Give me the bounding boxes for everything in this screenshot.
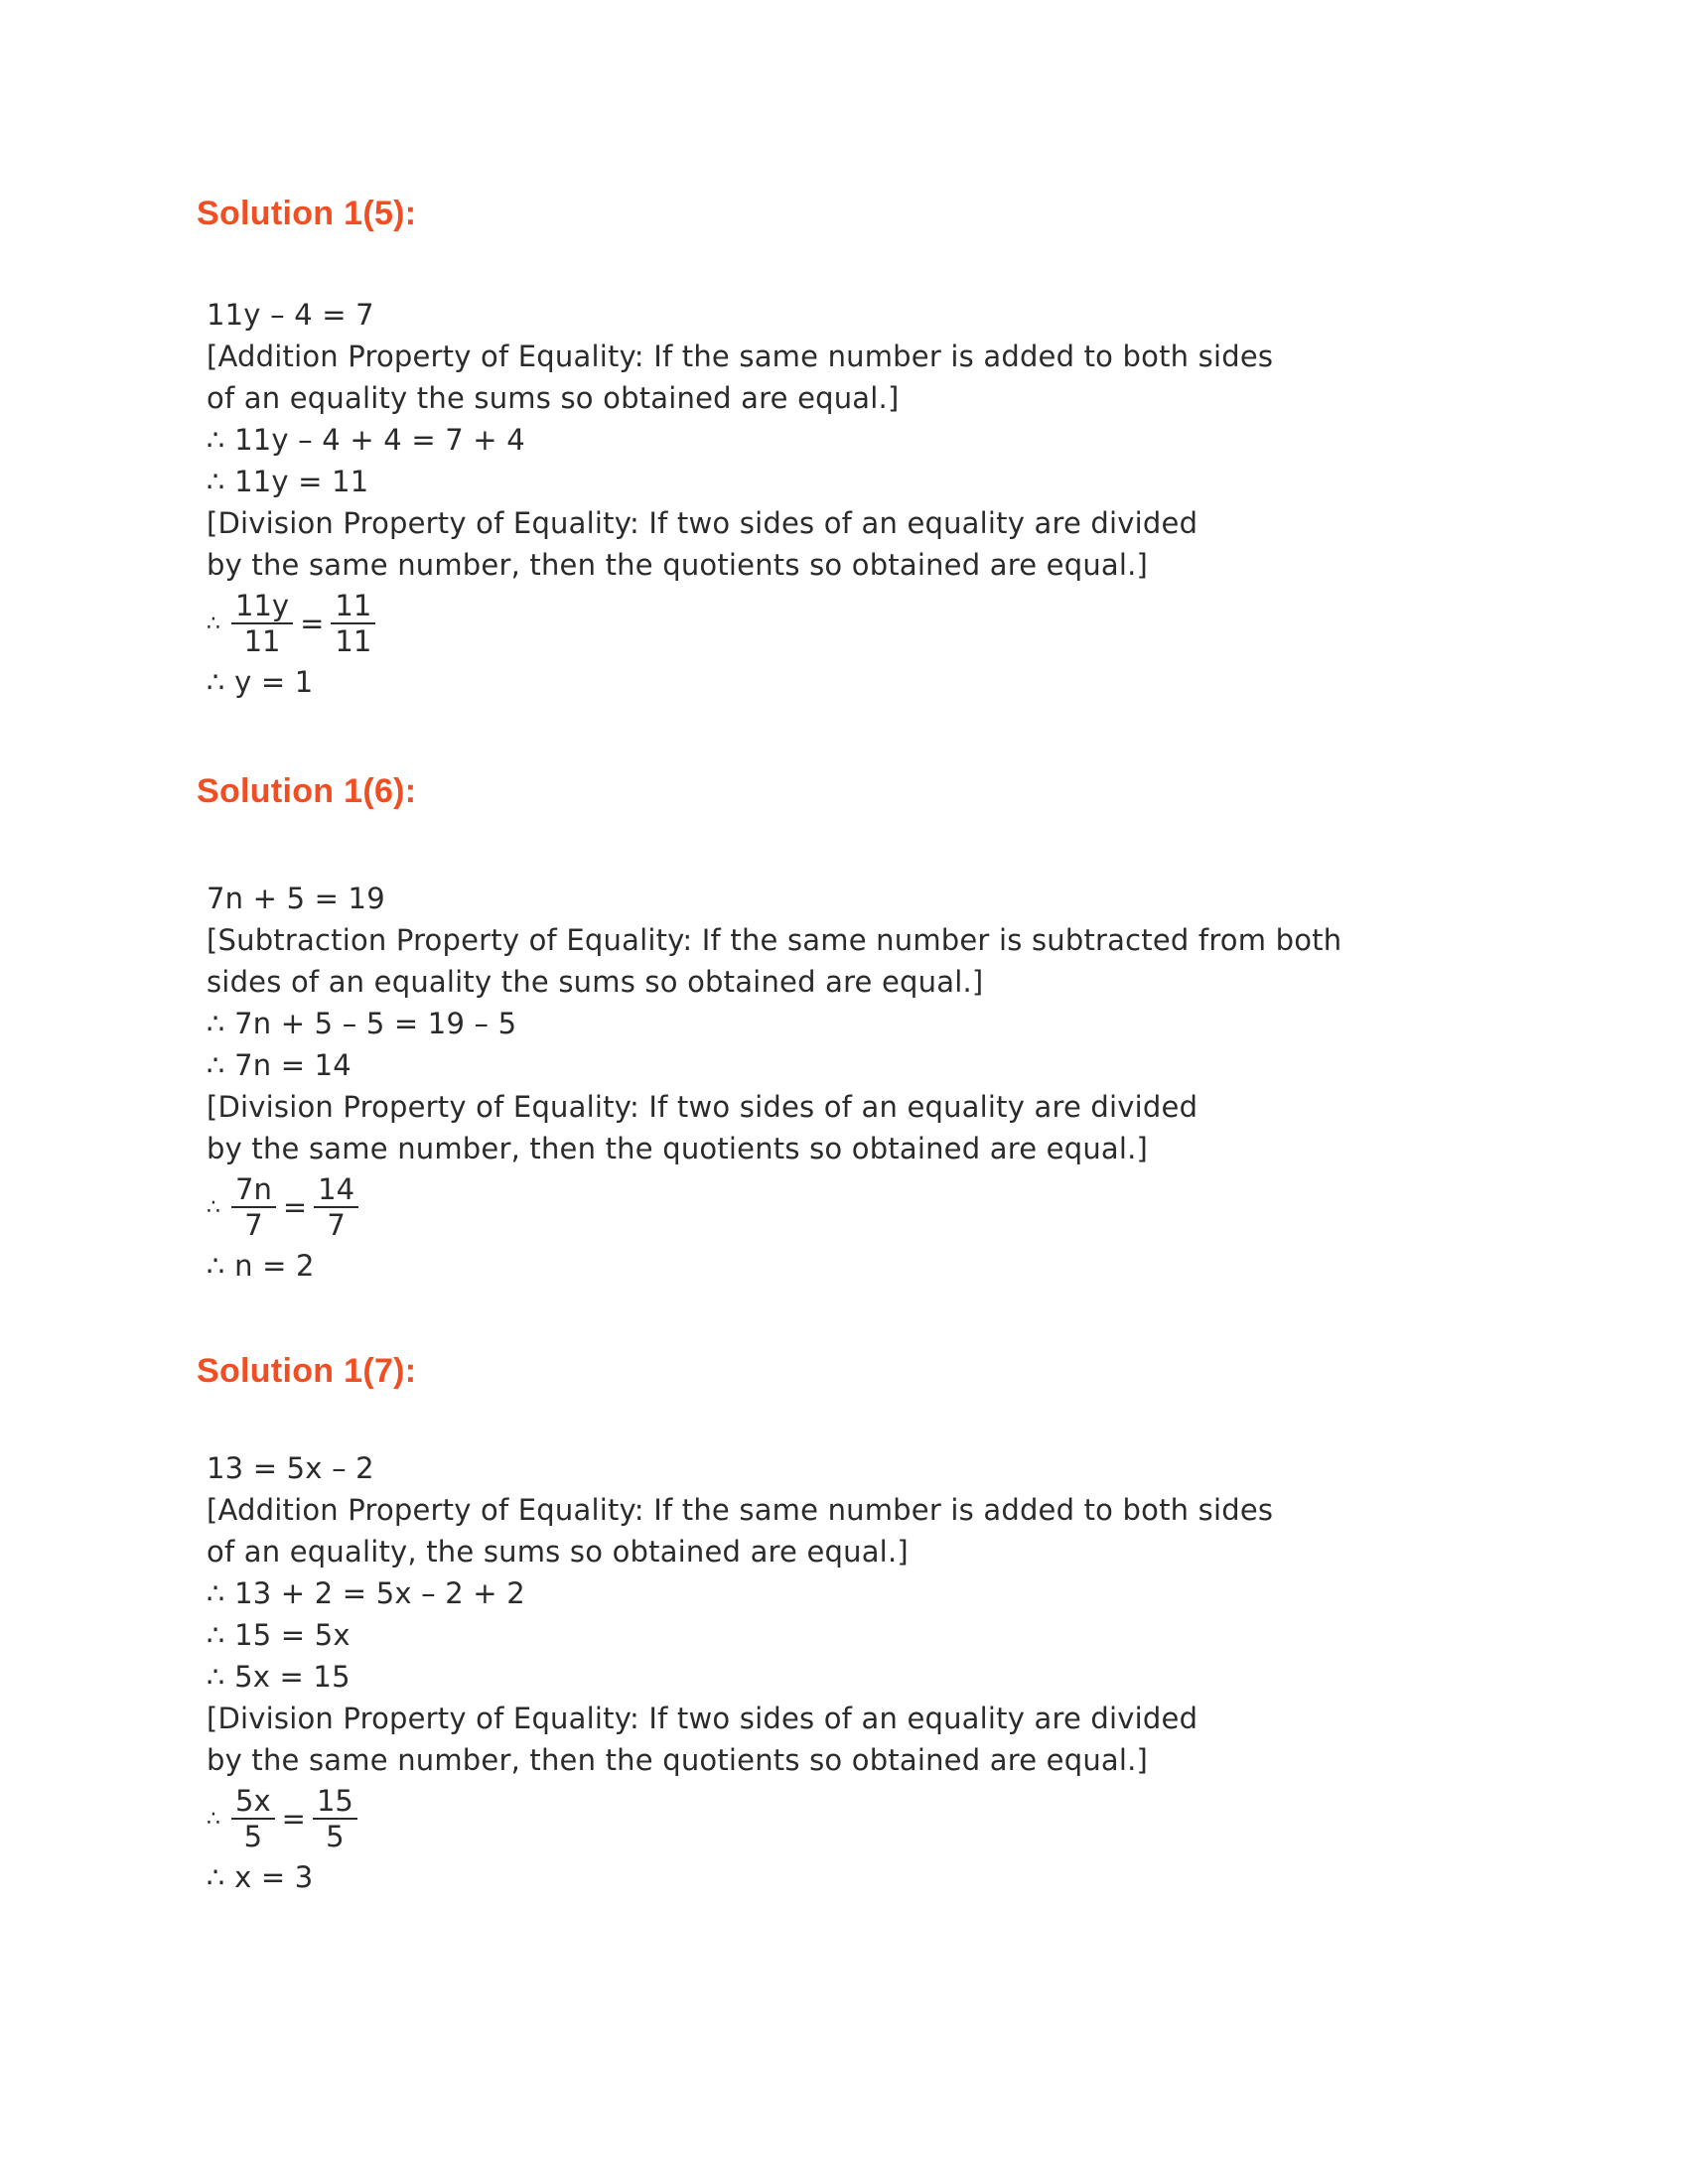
numerator: 5x xyxy=(231,1784,275,1820)
fraction-left xyxy=(231,1784,275,1853)
therefore-symbol: ∴ xyxy=(207,1806,220,1832)
equals-sign: = xyxy=(281,1802,306,1836)
therefore-symbol: ∴ xyxy=(207,1194,220,1220)
therefore-symbol: ∴ xyxy=(207,611,220,636)
property-text: by the same number, then the quotients so obtained are equal.] xyxy=(207,1132,1149,1165)
solution-title: Solution 1(6): xyxy=(197,772,417,810)
solution-body xyxy=(207,294,1398,703)
numerator: 14 xyxy=(314,1172,358,1208)
equation-line: ∴ 7n = 14 xyxy=(207,1048,352,1082)
solution-title: Solution 1(5): xyxy=(197,195,417,232)
equation-line: ∴ 11y = 11 xyxy=(207,465,369,498)
fraction-right xyxy=(314,1172,358,1242)
result-line: ∴ y = 1 xyxy=(207,665,314,699)
property-text: [Subtraction Property of Equality: If the same number is subtracted from both xyxy=(207,923,1342,957)
numerator: 11 xyxy=(331,589,375,624)
fraction-left xyxy=(231,1172,276,1242)
denominator: 7 xyxy=(327,1208,346,1242)
numerator: 7n xyxy=(231,1172,276,1208)
equation-line: ∴ 15 = 5x xyxy=(207,1618,351,1652)
property-text: by the same number, then the quotients so obtained are equal.] xyxy=(207,1743,1149,1777)
equation-line: 7n + 5 = 19 xyxy=(207,882,385,915)
equals-sign: = xyxy=(300,607,325,640)
solution-body xyxy=(207,1447,1398,1898)
numerator: 15 xyxy=(313,1784,357,1820)
denominator: 11 xyxy=(335,624,372,658)
denominator: 7 xyxy=(244,1208,263,1242)
numerator: 11y xyxy=(231,589,293,624)
solution-body xyxy=(207,878,1398,1287)
property-text: [Division Property of Equality: If two sides of an equality are divided xyxy=(207,506,1198,540)
property-text: [Division Property of Equality: If two sides of an equality are divided xyxy=(207,1090,1198,1124)
fraction-equation xyxy=(207,1781,1398,1856)
fraction-equation xyxy=(207,1169,1398,1245)
equation-line: 13 = 5x – 2 xyxy=(207,1451,374,1485)
property-text: sides of an equality the sums so obtained are equal.] xyxy=(207,965,984,999)
result-line: ∴ x = 3 xyxy=(207,1860,314,1894)
fraction-right xyxy=(313,1784,357,1853)
property-text: [Addition Property of Equality: If the same number is added to both sides xyxy=(207,1493,1274,1527)
property-text: of an equality, the sums so obtained are equal.] xyxy=(207,1535,909,1569)
denominator: 11 xyxy=(243,624,281,658)
equals-sign: = xyxy=(282,1190,308,1224)
equation-line: ∴ 7n + 5 – 5 = 19 – 5 xyxy=(207,1007,517,1040)
fraction-right xyxy=(331,589,375,658)
equation-line: ∴ 11y – 4 + 4 = 7 + 4 xyxy=(207,423,525,457)
denominator: 5 xyxy=(243,1820,263,1853)
equation-line: ∴ 13 + 2 = 5x – 2 + 2 xyxy=(207,1576,525,1610)
equation-line: 11y – 4 = 7 xyxy=(207,298,374,332)
property-text: of an equality the sums so obtained are equal.] xyxy=(207,381,900,415)
denominator: 5 xyxy=(326,1820,345,1853)
property-text: [Division Property of Equality: If two sides of an equality are divided xyxy=(207,1702,1198,1735)
solution-title: Solution 1(7): xyxy=(197,1352,417,1390)
equation-line: ∴ 5x = 15 xyxy=(207,1660,351,1694)
property-text: by the same number, then the quotients so obtained are equal.] xyxy=(207,548,1149,582)
property-text: [Addition Property of Equality: If the same number is added to both sides xyxy=(207,340,1274,373)
result-line: ∴ n = 2 xyxy=(207,1249,315,1283)
fraction-equation xyxy=(207,586,1398,661)
fraction-left xyxy=(231,589,293,658)
